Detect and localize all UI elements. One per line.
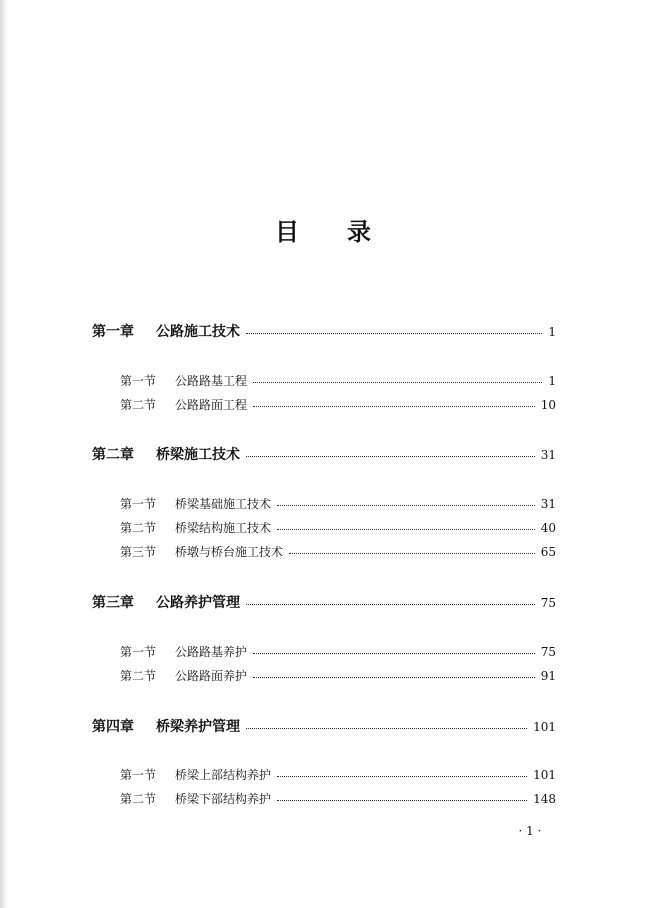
chapter-number: 第三章 (92, 595, 134, 611)
section-title: 桥墩与桥台施工技术 (175, 545, 284, 559)
leader-dots (277, 518, 535, 532)
leader-dots (246, 593, 535, 607)
chapter-title: 桥梁养护管理 (156, 719, 240, 735)
toc-section-4-1[interactable] (120, 765, 556, 787)
page-number: · 1 · (518, 824, 542, 838)
leader-dots (246, 717, 527, 731)
chapter-page: 31 (540, 448, 556, 462)
section-number: 第二节 (120, 521, 157, 535)
section-page: 65 (540, 545, 556, 559)
toc-section-3-2[interactable] (120, 666, 556, 688)
section-page: 101 (533, 768, 556, 782)
toc-chapter-3[interactable] (92, 592, 556, 614)
section-title: 公路路面养护 (175, 669, 248, 683)
leader-dots (277, 789, 527, 803)
section-title: 公路路基养护 (175, 645, 248, 659)
section-page: 31 (540, 497, 556, 511)
leader-dots (253, 642, 535, 656)
toc-section-4-2[interactable] (120, 789, 556, 811)
section-title: 公路路面工程 (175, 398, 248, 412)
section-page: 40 (540, 521, 556, 535)
section-title: 桥梁基础施工技术 (175, 497, 272, 511)
toc-title (0, 216, 648, 248)
leader-dots (253, 395, 535, 409)
toc-section-2-1[interactable] (120, 494, 556, 516)
toc-title-char-2: 录 (347, 218, 373, 246)
section-number: 第一节 (120, 768, 157, 782)
section-number: 第一节 (120, 645, 157, 659)
leader-dots (253, 666, 535, 680)
chapter-number: 第四章 (92, 719, 134, 735)
page-edge-shadow (0, 0, 8, 908)
toc-title-char-1: 目 (275, 218, 301, 246)
toc-chapter-4[interactable] (92, 716, 556, 738)
leader-dots (289, 542, 535, 556)
section-page: 1 (548, 374, 556, 388)
chapter-number: 第二章 (92, 447, 134, 463)
leader-dots (246, 322, 542, 336)
toc-section-2-3[interactable] (120, 542, 556, 564)
toc-chapter-2[interactable] (92, 444, 556, 466)
leader-dots (246, 445, 535, 459)
leader-dots (277, 765, 527, 779)
toc-chapter-1[interactable] (92, 321, 556, 343)
section-number: 第二节 (120, 669, 157, 683)
chapter-page: 1 (548, 325, 556, 339)
chapter-title: 公路施工技术 (156, 324, 240, 340)
section-title: 桥梁下部结构养护 (175, 792, 272, 806)
section-page: 148 (533, 792, 556, 806)
toc-section-2-2[interactable] (120, 518, 556, 540)
chapter-page: 101 (533, 720, 556, 734)
section-page: 10 (540, 398, 556, 412)
section-number: 第一节 (120, 497, 157, 511)
chapter-title: 公路养护管理 (156, 595, 240, 611)
toc-section-3-1[interactable] (120, 642, 556, 664)
leader-dots (253, 371, 542, 385)
section-number: 第二节 (120, 398, 157, 412)
section-title: 桥梁上部结构养护 (175, 768, 272, 782)
chapter-number: 第一章 (92, 324, 134, 340)
section-number: 第二节 (120, 792, 157, 806)
section-title: 公路路基工程 (175, 374, 248, 388)
section-title: 桥梁结构施工技术 (175, 521, 272, 535)
section-page: 75 (540, 645, 556, 659)
chapter-title: 桥梁施工技术 (156, 447, 240, 463)
section-number: 第一节 (120, 374, 157, 388)
leader-dots (277, 494, 535, 508)
toc-section-1-2[interactable] (120, 395, 556, 417)
section-number: 第三节 (120, 545, 157, 559)
section-page: 91 (540, 669, 556, 683)
toc-section-1-1[interactable] (120, 371, 556, 393)
chapter-page: 75 (540, 596, 556, 610)
